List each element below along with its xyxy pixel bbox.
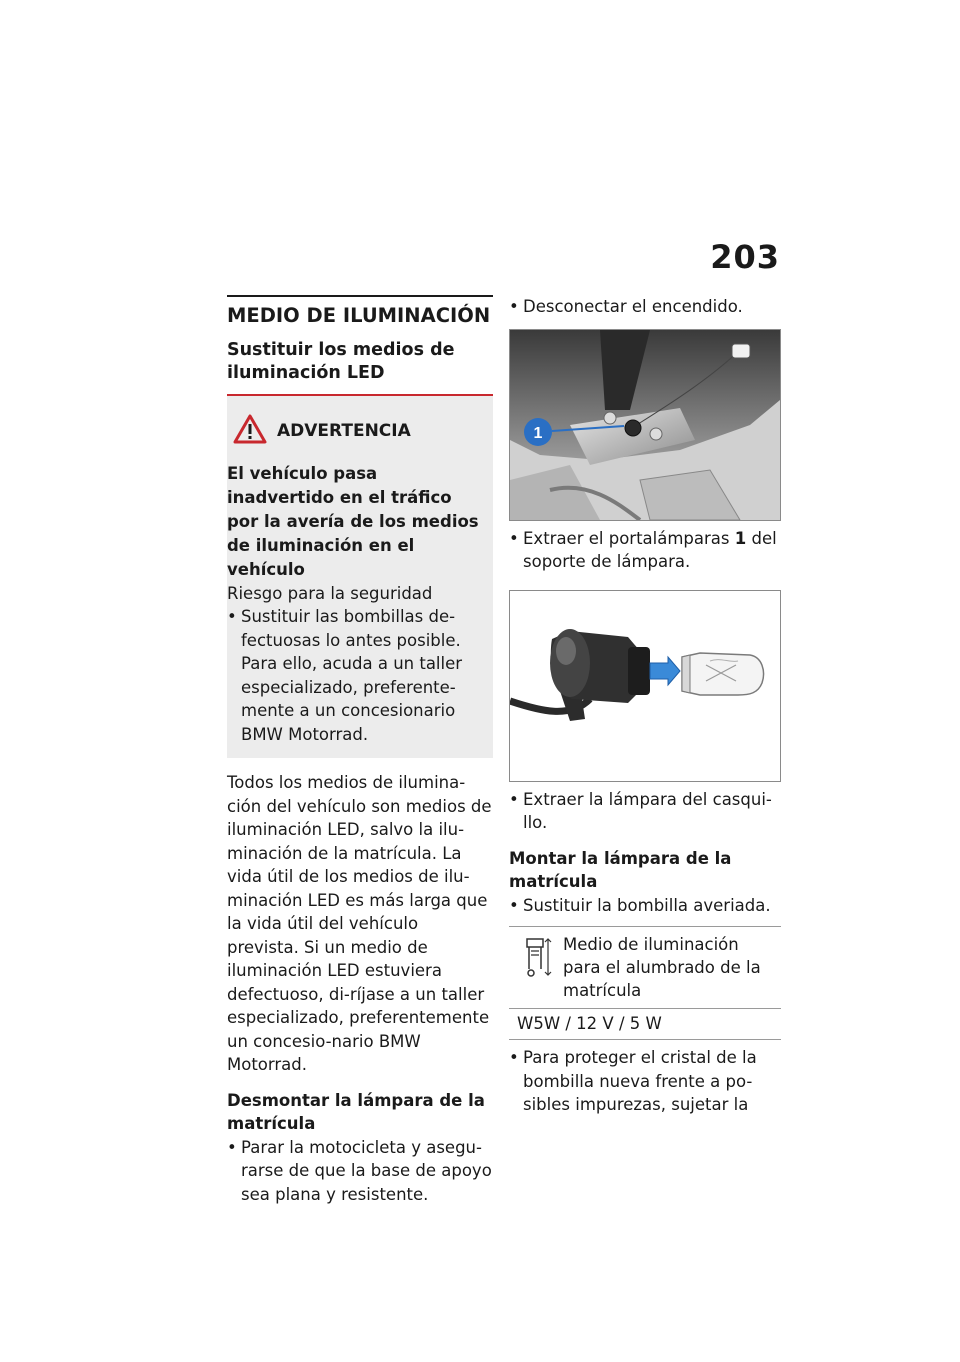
dismount-step-1: • Parar la motocicleta y asegu-rarse de que la base de apoyo sea plana y resistente. — [227, 1136, 493, 1207]
section-subtitle: Sustituir los medios de iluminación LED — [227, 340, 455, 383]
dismount-heading: Desmontar la lámpara de la matrícula — [227, 1090, 485, 1133]
dismount-step-3: • Extraer el portalámparas 1 del soporte de lámpara. — [509, 527, 781, 574]
spec-label-row — [509, 927, 781, 1009]
warning-text: Riesgo para la seguridad — [227, 584, 433, 603]
warning-label: ADVERTENCIA — [277, 421, 411, 441]
left-column — [227, 295, 493, 1206]
spec-label: Medio de iluminación para el alumbrado de la matrícula — [563, 935, 761, 1000]
spec-table — [509, 926, 781, 1040]
spec-value: W5W / 12 V / 5 W — [517, 1014, 662, 1033]
page-number: 203 — [710, 238, 780, 276]
dismount-step-4: • Extraer la lámpara del casqui-llo. — [509, 788, 781, 835]
dismount-step-2: • Desconectar el encendido. — [509, 295, 781, 319]
intro-paragraph: Todos los medios de ilumina-ción del vehículo son medios de iluminación LED, salvo la ilu-minación de la matrícula. La vida útil de los medios de ilu-minación LED es más larga que la vida útil del vehículo prevista. Si un medio de iluminación LED estuviera defectuoso, di-ríjase a un taller especializado, preferentemente un concesio-nario BMW Motorrad. — [227, 773, 492, 1074]
figure-bulb-removal — [509, 590, 781, 782]
right-column — [509, 295, 781, 1117]
figure-lamp-holder — [509, 329, 781, 521]
callout-1-label: 1 — [533, 424, 543, 442]
warning-box — [227, 394, 493, 758]
warning-bullet: • Sustituir las bombillas de-fectuosas lo antes posible. Para ello, acuda a un taller especializado, preferente-mente a un concesionario BMW Motorrad. — [227, 605, 483, 746]
warning-triangle-icon — [233, 414, 267, 448]
mount-step-2: • Para proteger el cristal de la bombilla nueva frente a po-sibles impurezas, sujetar la — [509, 1046, 781, 1117]
section-title: MEDIO DE ILUMINACIÓN — [227, 295, 493, 329]
mount-step-1: • Sustituir la bombilla averiada. — [509, 894, 781, 918]
warning-title: El vehículo pasa inadvertido en el tráfico por la avería de los medios de iluminación en el vehículo — [227, 464, 479, 579]
mount-heading: Montar la lámpara de la matrícula — [509, 848, 732, 891]
bulb-spec-icon — [517, 935, 557, 981]
warning-header — [227, 414, 483, 448]
